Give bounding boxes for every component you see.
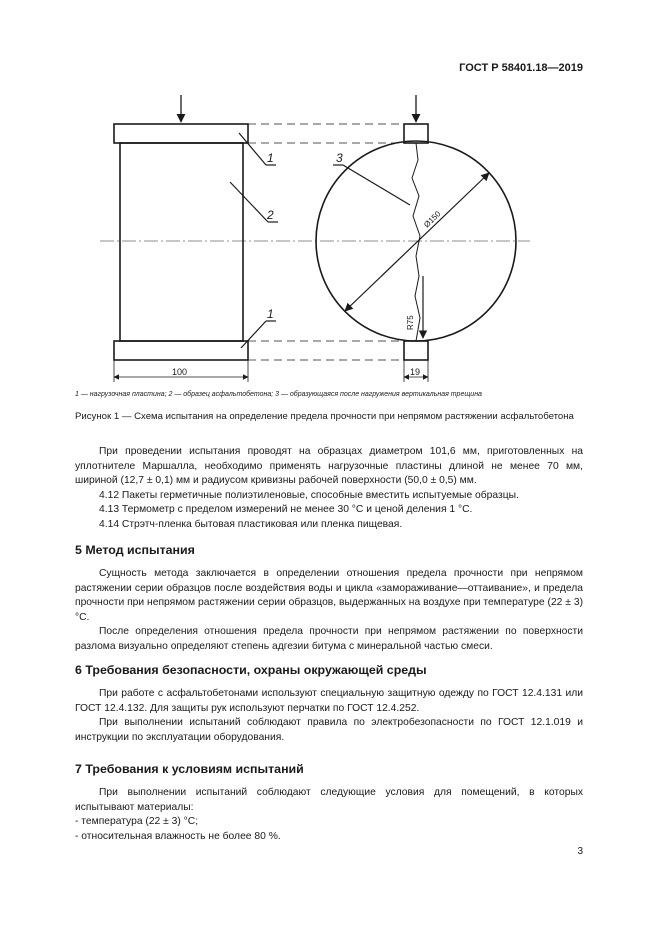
document-header: ГОСТ Р 58401.18—2019 xyxy=(459,62,583,74)
paragraph: При выполнении испытаний соблюдают следующие условия для помещений, в которых испытывают материалы: xyxy=(75,787,583,813)
label-specimen: 2 xyxy=(267,208,274,222)
paragraph: При выполнении испытаний соблюдают правила по электробезопасности по ГОСТ 12.1.019 и инструкции по эксплуатации оборудования. xyxy=(75,717,583,743)
vertical-crack xyxy=(412,143,420,341)
paragraph: При проведении испытания проводят на образцах диаметром 101,6 мм, приготовленных на уплотнителе Маршалла, необходимо применять нагрузочные пластины длиной не менее 70 мм, шириной (12,7 ± 0,1) мм и радиусом кривизны рабочей поверхности (50,0 ± 0,5) мм. xyxy=(75,446,583,487)
paragraph: 4.13 Термометр с пределом измерений не менее 30 °С и ценой деления 1 °С. xyxy=(99,504,473,516)
paragraph: 4.14 Стрэтч-пленка бытовая пластиковая или пленка пищевая. xyxy=(99,518,403,530)
loading-plate-bottom-front xyxy=(404,341,428,360)
section-heading: 7 Требования к условиям испытаний xyxy=(75,762,304,776)
dim-radius: R75 xyxy=(406,315,415,330)
equipment-text xyxy=(75,445,583,533)
paragraph: 4.12 Пакеты герметичные полиэтиленовые, способные вместить испытуемые образцы. xyxy=(99,489,519,501)
label-plate-top: 1 xyxy=(267,151,274,165)
figure-legend: 1 — нагрузочная пластина; 2 — образец асфальтобетона; 3 — образующаяся после нагружения вертикальная трещина xyxy=(75,391,482,398)
label-plate-bottom: 1 xyxy=(267,307,274,321)
paragraph: При работе с асфальтобетонами используют специальную защитную одежду по ГОСТ 12.4.131 или ГОСТ 12.4.132. Для защиты рук используют перчатки по ГОСТ 12.4.252. xyxy=(75,688,583,714)
dim-width: 100 xyxy=(172,367,188,377)
loading-plate-bottom-side xyxy=(114,341,248,360)
dim-diameter: Ø150 xyxy=(422,209,443,230)
loading-plate-top-side xyxy=(114,124,248,143)
figure-caption: Рисунок 1 — Схема испытания на определение предела прочности при непрямом растяжении асфальтобетона xyxy=(75,411,574,422)
section-5-text xyxy=(75,567,583,655)
paragraph: Сущность метода заключается в определении отношения предела прочности при непрямом растяжении серии образцов после воздействия воды и цикла «замораживание—оттаивание», и предела прочности при непрямом растяжении серии образцов, выдержанных на воздухе при температуре (22 ± 3) °С. xyxy=(75,568,583,623)
test-scheme-figure xyxy=(0,0,661,390)
diameter-line xyxy=(345,173,489,311)
page-number: 3 xyxy=(577,846,583,857)
loading-plate-top-front xyxy=(404,124,428,143)
specimen-side-view xyxy=(120,143,243,341)
paragraph: После определения отношения предела прочности при непрямом растяжении по поверхности разлома визуально определяют степень адгезии битума с минеральной частью смеси. xyxy=(75,626,583,652)
section-6-text xyxy=(75,687,583,745)
list-item: - температура (22 ± 3) °С; xyxy=(75,816,199,828)
section-7-text xyxy=(75,786,583,844)
label-crack: 3 xyxy=(336,151,343,165)
list-item: - относительная влажность не более 80 %. xyxy=(75,830,281,842)
section-heading: 6 Требования безопасности, охраны окружающей среды xyxy=(75,663,427,677)
dim-thickness: 19 xyxy=(410,367,421,377)
section-heading: 5 Метод испытания xyxy=(75,543,195,557)
